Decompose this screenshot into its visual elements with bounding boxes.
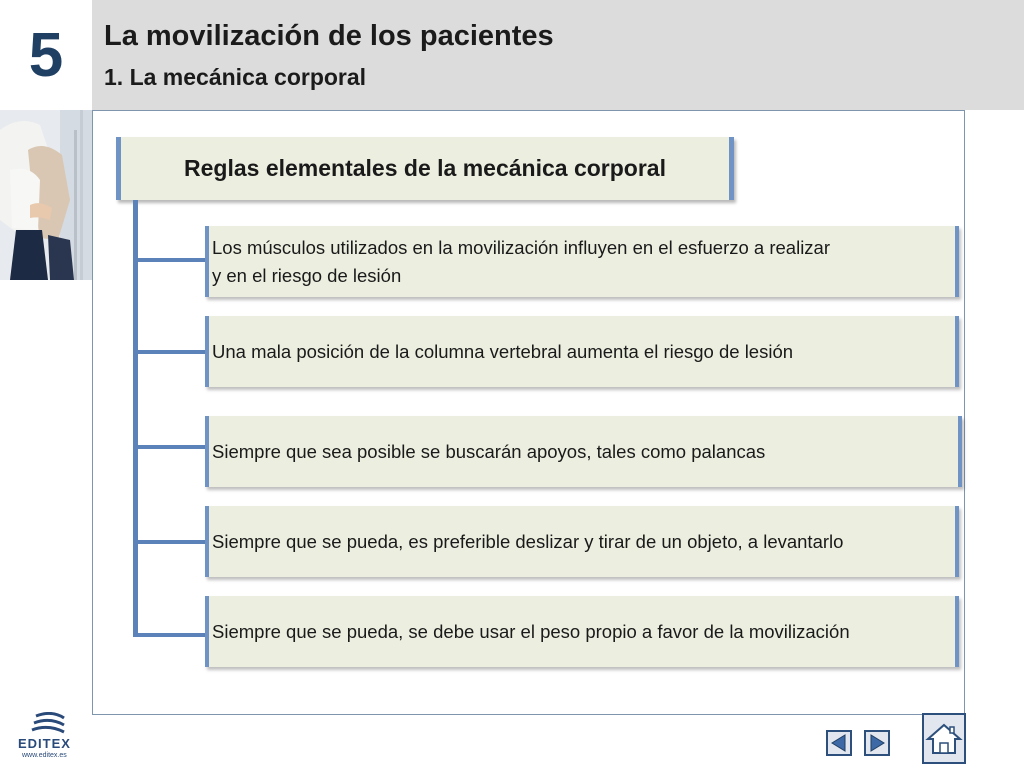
rule-text: Siempre que se pueda, se debe usar el peso propio a favor de la movilización — [212, 620, 850, 642]
main-heading: Reglas elementales de la mecánica corporal — [184, 155, 666, 181]
chapter-number: 5 — [28, 20, 64, 90]
triangle-right-icon — [866, 732, 888, 754]
tree-connector-vertical — [133, 200, 138, 636]
triangle-left-icon — [828, 732, 850, 754]
logo-url: www.editex.es — [22, 752, 67, 759]
home-button[interactable] — [922, 713, 966, 764]
page-subtitle: 1. La mecánica corporal — [104, 64, 367, 90]
rule-box-3 — [205, 416, 962, 487]
rule-text: Los músculos utilizados en la movilización influyen en el esfuerzo a realizar y en el riesgo de lesión — [212, 236, 831, 286]
rule-text: Siempre que se pueda, es preferible deslizar y tirar de un objeto, a levantarlo — [212, 530, 844, 552]
tree-connector-5 — [133, 633, 207, 637]
main-heading-box — [116, 137, 734, 200]
page-title: La movilización de los pacientes — [104, 20, 554, 52]
side-photo — [0, 110, 92, 280]
rule-box-1 — [205, 226, 959, 297]
rule-text: Siempre que sea posible se buscarán apoyos, tales como palancas — [212, 440, 766, 462]
rule-box-2 — [205, 316, 959, 387]
next-slide-button[interactable] — [864, 730, 890, 756]
previous-slide-button[interactable] — [826, 730, 852, 756]
home-icon — [924, 715, 964, 762]
tree-connector-4 — [133, 540, 207, 544]
rule-box-5 — [205, 596, 959, 667]
editex-logo-mark — [14, 712, 84, 736]
header-band — [92, 0, 1024, 110]
tree-connector-2 — [133, 350, 207, 354]
tree-connector-1 — [133, 258, 207, 262]
rule-box-4 — [205, 506, 959, 577]
tree-connector-3 — [133, 445, 207, 449]
rule-text: Una mala posición de la columna vertebral aumenta el riesgo de lesión — [212, 340, 794, 362]
logo-text: EDITEX — [18, 736, 71, 751]
